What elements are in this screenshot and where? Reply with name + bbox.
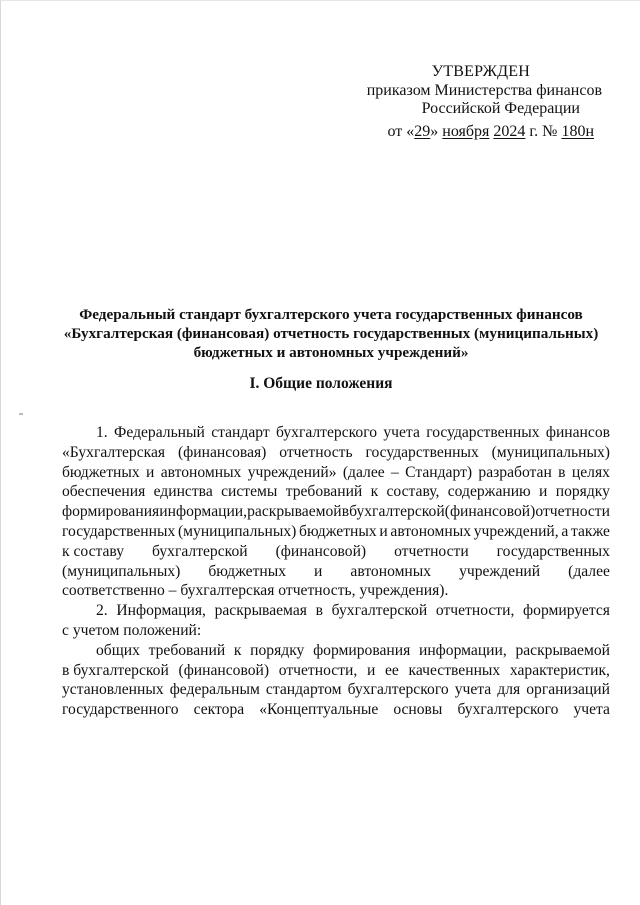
body-word: организаций (526, 681, 610, 699)
body-word: установленных (62, 681, 164, 699)
date-day: 29 (414, 123, 431, 140)
body-word: учета (454, 681, 492, 699)
body-word: соответственно – бухгалтерская отчетность, учреждения). (62, 582, 449, 600)
approval-heading: УТВЕРЖДЕН (431, 63, 530, 80)
body-word: раскрываемой (515, 641, 610, 659)
body-word: федеральным (169, 681, 260, 699)
approval-ministry-line: Российской Федерации (421, 100, 580, 117)
body-word: составу, (386, 483, 440, 501)
body-word: характеристик, (509, 661, 610, 679)
date-month: ноября (442, 123, 490, 140)
body-word: государственных (365, 443, 479, 461)
body-word: информации, (418, 641, 507, 659)
body-word: целях (571, 463, 610, 481)
body-word: (финансовой) (275, 542, 367, 560)
body-word: государственного (62, 701, 179, 719)
body-word: обеспечения (62, 483, 146, 501)
body-line (62, 482, 610, 502)
body-word: бухгалтерского (457, 701, 559, 719)
body-word: в бухгалтерской (62, 661, 169, 679)
body-word: в (315, 602, 323, 620)
body-word: формирования (62, 503, 160, 521)
body-line (62, 542, 610, 562)
body-word: и (379, 522, 388, 540)
body-word: автономных (350, 562, 432, 580)
body-word: для (497, 681, 521, 699)
body-word: единства (153, 483, 213, 501)
body-line (62, 522, 610, 542)
body-word: бухгалтерского (276, 424, 378, 441)
body-word: автономных (390, 522, 472, 540)
body-word: а (561, 522, 569, 540)
body-word: и (366, 661, 376, 679)
body-word: общих (96, 641, 140, 659)
body-word: раскрываемая (214, 602, 307, 620)
body-word: также (570, 522, 610, 540)
body-word: содержанию (447, 483, 531, 501)
body-line (62, 443, 610, 463)
body-line (62, 562, 610, 582)
body-word: стандартом (265, 681, 342, 699)
body-word: порядку (555, 483, 610, 501)
title-line-3: бюджетных и автономных учреждений» (193, 344, 469, 361)
body-word: качественных (408, 661, 501, 679)
body-line (62, 581, 610, 601)
body-word: порядку (250, 641, 305, 659)
body-word: к составу (62, 542, 125, 560)
body-word: 1. (96, 424, 108, 441)
body-word: к (370, 483, 379, 501)
body-word: в (341, 503, 350, 521)
body-line (62, 502, 610, 522)
body-word: «Бухгалтерская (62, 443, 166, 461)
body-line (62, 641, 610, 661)
title-line-1: Федеральный стандарт бухгалтерского учета государственных финансов (79, 306, 583, 323)
body-line (62, 680, 610, 700)
body-word: государственных (426, 424, 540, 441)
body-word: Стандарт) (405, 463, 473, 481)
body-word: Информация, (116, 602, 206, 620)
approval-order-line: приказом Министерства финансов (366, 82, 602, 99)
body-word: учета (383, 424, 420, 441)
body-word: требований (285, 483, 363, 501)
order-number: 180н (561, 123, 594, 140)
body-word: ее (384, 661, 399, 679)
body-word: (далее (342, 463, 385, 481)
body-word: – (391, 463, 399, 481)
date-sep-3: г. № (525, 123, 562, 140)
body-word: и (539, 483, 548, 501)
body-line (62, 423, 610, 443)
body-word: отчетности (394, 542, 469, 560)
body-word: отчетность (279, 443, 353, 461)
body-word: с учетом положений: (62, 621, 202, 639)
body-word: (муниципальных) (177, 522, 297, 540)
body-word: формируется (523, 602, 610, 620)
body-word: (далее (568, 562, 610, 580)
body-word: и (314, 562, 323, 580)
body-word: (муниципальных) (62, 562, 181, 580)
body-text (62, 423, 610, 720)
body-word: учреждений (459, 562, 541, 580)
body-word: (финансовой) (178, 661, 270, 679)
body-word: системы (221, 483, 278, 501)
body-word: учета (573, 701, 610, 719)
body-word: 2. (96, 602, 108, 620)
body-word: требований (148, 641, 226, 659)
body-word: разработан (478, 463, 552, 481)
body-word: в (558, 463, 566, 481)
body-word: «Концептуальные (259, 701, 379, 719)
date-year: 2024 (493, 123, 526, 140)
body-word: отчетности, (435, 602, 515, 620)
body-word: к (233, 641, 242, 659)
body-line (62, 661, 610, 681)
body-word: основы (393, 701, 443, 719)
body-word: (финансовая) (177, 443, 267, 461)
body-word: сектора (193, 701, 245, 719)
body-line (62, 601, 610, 621)
body-word: отчетности, (278, 661, 358, 679)
body-line (62, 463, 610, 483)
body-word: учреждений, (473, 522, 559, 540)
body-word: бухгалтерской (349, 503, 445, 521)
body-word: (финансовой) (444, 503, 536, 521)
title-line-2: «Бухгалтерская (финансовая) отчетность государственных (муниципальных) (63, 325, 599, 342)
body-word: стандарт (211, 424, 270, 441)
body-word: Федеральный (114, 424, 205, 441)
section-heading: I. Общие положения (249, 375, 393, 392)
body-word: автономных (160, 463, 242, 481)
date-prefix: от « (387, 123, 415, 140)
body-word: бухгалтерской (331, 602, 428, 620)
body-word: раскрываемой (247, 503, 342, 521)
body-word: формирования (313, 641, 411, 659)
body-word: бюджетных (299, 522, 377, 540)
body-line (62, 700, 610, 720)
body-word: бухгалтерской (152, 542, 248, 560)
body-word: финансов (545, 424, 610, 441)
scan-mark (19, 413, 23, 415)
body-word: учреждений» (247, 463, 337, 481)
body-word: (муниципальных) (491, 443, 610, 461)
body-line (62, 621, 610, 641)
date-sep-1: » (430, 123, 443, 140)
body-word: отчетности (535, 503, 610, 521)
body-word: и (146, 463, 155, 481)
body-word: государственных (62, 522, 176, 540)
approval-date-line (388, 122, 595, 141)
body-word: информации, (159, 503, 248, 521)
body-word: бухгалтерского (347, 681, 449, 699)
body-word: бюджетных (208, 562, 287, 580)
body-word: бюджетных (62, 463, 140, 481)
body-word: государственных (496, 542, 610, 560)
document-title (61, 305, 601, 362)
